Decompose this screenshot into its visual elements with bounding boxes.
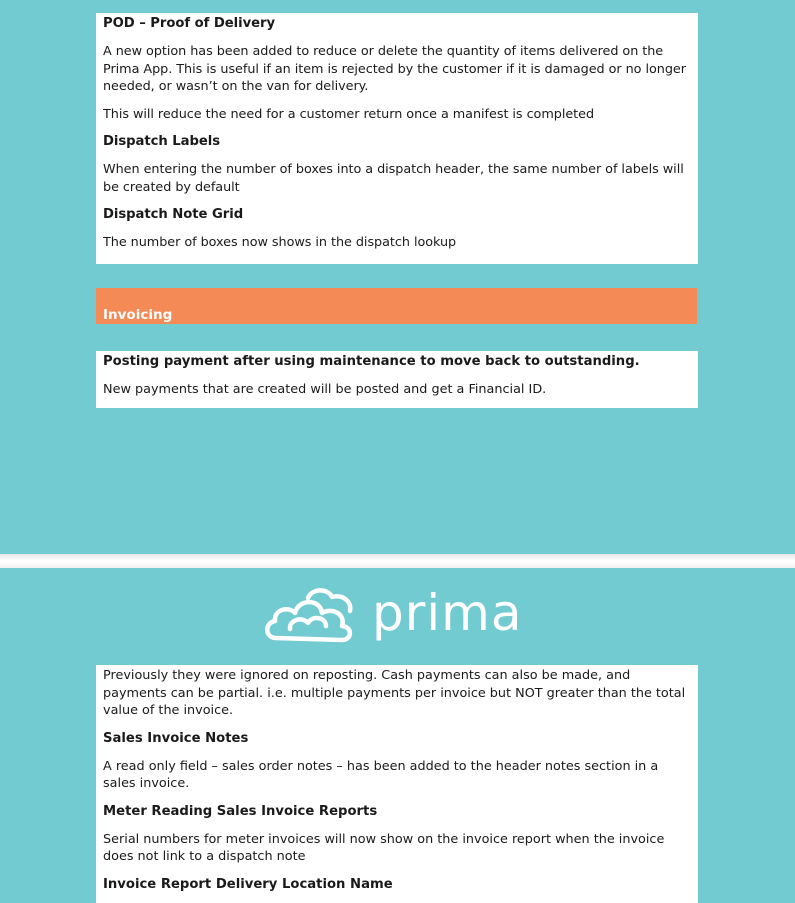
cloud-icon <box>262 584 362 650</box>
meter-reading-heading: Meter Reading Sales Invoice Reports <box>103 803 378 819</box>
pod-paragraph-1: A new option has been added to reduce or delete the quantity of items delivered on the Prima App. This is useful if an item is rejected by the customer if it is damaged or no longer needed, or wasn’t on the van for delivery. <box>103 44 686 94</box>
sales-invoice-notes-paragraph: A read only field – sales order notes – has been added to the header notes section in a sales invoice. <box>103 758 659 791</box>
continuation-paragraph: Previously they were ignored on reposting. Cash payments can also be made, and payments can be partial. i.e. multiple payments per invoice but NOT greater than the total value of the invoice. <box>103 668 686 718</box>
posting-payment-paragraph: New payments that are created will be posted and get a Financial ID. <box>103 382 547 397</box>
pod-heading: POD – Proof of Delivery <box>103 16 276 31</box>
document-page-2 <box>0 568 795 903</box>
page-separator <box>0 554 795 568</box>
dispatch-note-grid-heading: Dispatch Note Grid <box>103 207 244 222</box>
dispatch-note-grid-paragraph: The number of boxes now shows in the dispatch lookup <box>103 235 457 250</box>
dispatch-labels-heading: Dispatch Labels <box>103 134 221 149</box>
meter-reading-paragraph: Serial numbers for meter invoices will now show on the invoice report when the invoice does not link to a dispatch note <box>103 831 665 864</box>
content-box-posting-payment <box>96 351 698 408</box>
delivery-location-heading: Invoice Report Delivery Location Name <box>103 876 393 892</box>
dispatch-labels-paragraph: When entering the number of boxes into a dispatch header, the same number of labels will be created by default <box>103 162 684 195</box>
sales-invoice-notes-heading: Sales Invoice Notes <box>103 730 249 746</box>
pod-paragraph-2: This will reduce the need for a customer return once a manifest is completed <box>103 106 595 122</box>
logo-wordmark: prima <box>372 584 523 642</box>
prima-logo <box>262 585 532 649</box>
invoicing-section-bar <box>96 288 697 324</box>
content-box-invoicing <box>96 665 698 903</box>
posting-payment-heading: Posting payment after using maintenance to move back to outstanding. <box>103 354 640 369</box>
section-title: Invoicing <box>103 307 173 323</box>
content-box-dispatch <box>96 13 698 264</box>
